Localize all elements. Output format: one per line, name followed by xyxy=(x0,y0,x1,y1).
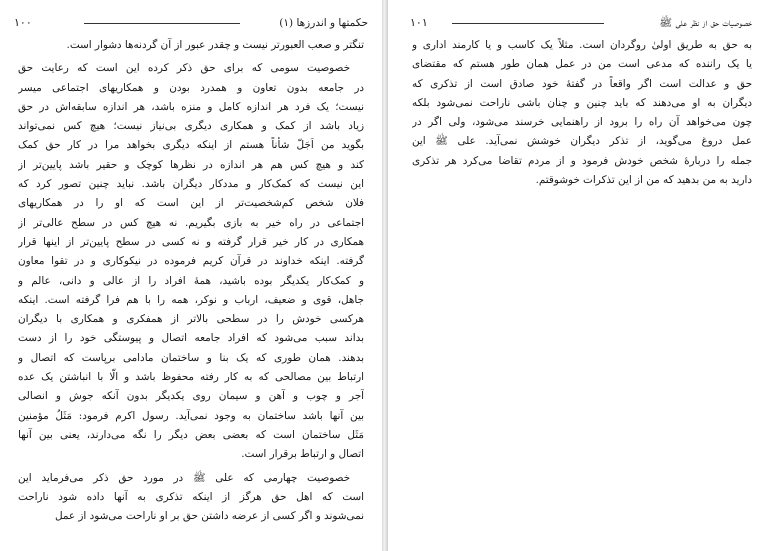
right-text-line: جمله را دربارهٔ شخص خودش فرمود و از مردم تقاضا می‌کرد هر تذکری xyxy=(412,154,752,167)
right-text-line: حق و عدالت است اگر واقعاً در گفتهٔ خود صادق است از تذکری که xyxy=(412,77,752,90)
left-text-line: بدهند. همان طوری که یک بنا و ساختمان مادامی برپاست که اتصال و xyxy=(18,351,364,364)
left-text-line: اجتماعی در راه خیر به بازی بگیریم. نه هیچ کس در سطح عالی‌تر از xyxy=(18,216,364,229)
right-text-line: دارید به من بدهید که من از این تذکرات خوشوقتم. xyxy=(535,174,752,187)
left-text-line: اتصال و ارتباط برقرار است. xyxy=(241,448,364,461)
left-text-line: و کمک‌کار یکدیگر بوده باشید، همهٔ افراد را از عالی و دانی، عالم و xyxy=(18,274,364,287)
left-text-line: فلان شخص کم‌شخصیت‌تر از این است که او را در همکاریهای xyxy=(18,197,364,210)
left-text-line: همکاری در کار خیر قرار گرفته و نه کسی در سطح پایین‌تر از اینها قرار xyxy=(18,235,364,248)
left-text-line: زیاد باشد از کمک و همکاری دیگری بی‌نیاز نیست؛ هیچ کس نمی‌تواند xyxy=(18,120,364,133)
left-header-title: حکمتها و اندرزها (۱) xyxy=(279,17,368,29)
left-text-line: هرکسی خودش را در سطحی بالاتر از همفکری و همکاری با دیگران xyxy=(18,313,364,326)
right-text-line: یا یک راننده که مدعی است من در عمل همان طور هستم که مقتضای xyxy=(412,58,752,71)
left-text-line: بگوید من اَجَلّ شأناً هستم از اینکه دیگری بخواهد مرا در کار حق کمک xyxy=(18,139,364,152)
left-text-line: خصوصیت سومی که برای حق ذکر کرده این است که رعایت حق xyxy=(18,62,350,75)
right-running-head xyxy=(410,14,752,32)
left-text-line: جاهل، قوی و ضعیف، ارباب و نوکر، همه را با هم فرا گرفته است. اینکه xyxy=(18,293,364,306)
left-text-line: آجر و چوب و آهن و سیمان روی یکدیگر بدون آنکه جوش و انصالی xyxy=(18,390,364,403)
left-text-line: ارتباط بین مصالحی که به کار رفته محفوظ باشد و الّا با انباشتن یک عده xyxy=(18,371,364,384)
right-text-line: دیگران به او می‌دهند که باید چنین و چنان باشی ناراحت نمی‌شود بلکه xyxy=(412,96,752,109)
left-text-line: نیست؛ یک فرد هر اندازه کامل و منزه باشد، هر اندازه سابقه‌اش در حق xyxy=(18,100,364,113)
right-text-line: چون می‌خواهد آن راه را برود از راهنمایی خرسند می‌شود، ولی اگر در xyxy=(412,116,752,129)
left-text-line: بداند سبب می‌شود که افراد جامعه اتصال و پیوستگی خود را از دست xyxy=(18,332,364,345)
left-page xyxy=(0,0,382,551)
left-body-text xyxy=(18,36,364,526)
right-text-line: عمل دروغ می‌گوید، از تذکر دیگران خوشش نمی‌آید. علی ﷺ این xyxy=(412,135,752,148)
right-header-title: خصوصیات حق از نظر علی ﷺ xyxy=(659,17,752,29)
left-text-line: مَثَل ساختمان است که بعضی بعض دیگر را نگه می‌دارند، یعنی بین آنها xyxy=(18,428,364,441)
right-page xyxy=(388,0,768,551)
right-page-number: ۱۰۱ xyxy=(410,16,428,29)
left-text-line: تنگتر و صعب العبورتر نیست و چقدر عبور از آن گردنه‌ها دشوار است. xyxy=(66,39,364,51)
left-text-line: این نیست که کمک‌کار و مددکار دیگران باشد. نباید چنین تصور کرد که xyxy=(18,178,364,191)
right-header-rule xyxy=(452,23,604,24)
right-body-text xyxy=(412,36,752,190)
left-text-line: کند و هیچ کس هم هر اندازه در نظرها کوچک و حقیر باشد پایین‌تر از xyxy=(18,158,364,171)
left-page-number: ۱۰۰ xyxy=(14,16,32,29)
left-running-head xyxy=(14,14,368,32)
left-text-line: گرفته. اینکه خداوند در قرآن کریم فرموده در نیکوکاری و در تقوا معاون xyxy=(18,255,364,268)
left-header-rule xyxy=(84,23,240,24)
left-text-line: خصوصیت چهارمی که علی ﷺ در مورد حق ذکر می‌فرماید این xyxy=(18,471,350,484)
left-text-line: است که اهل حق هرگز از اینکه تذکری به آنها داده شود ناراحت xyxy=(18,490,364,503)
right-text-line: به حق به طریق اولیٰ روگردان است. مثلاً یک کاسب و یا کارمند اداری و xyxy=(412,39,752,51)
left-text-line: نمی‌شوند و اگر کسی از عرضه داشتن حق بر او ناراحت می‌شود از عمل xyxy=(55,510,364,523)
left-text-line: در جامعه بدون تعاون و همدرد بودن و همکاریهای اجتماعی میسر xyxy=(18,81,364,94)
left-text-line: بین آنها باشد ساختمان به وجود نمی‌آید. رسول اکرم فرمود: مَثَلُ مؤمنین xyxy=(18,409,364,422)
